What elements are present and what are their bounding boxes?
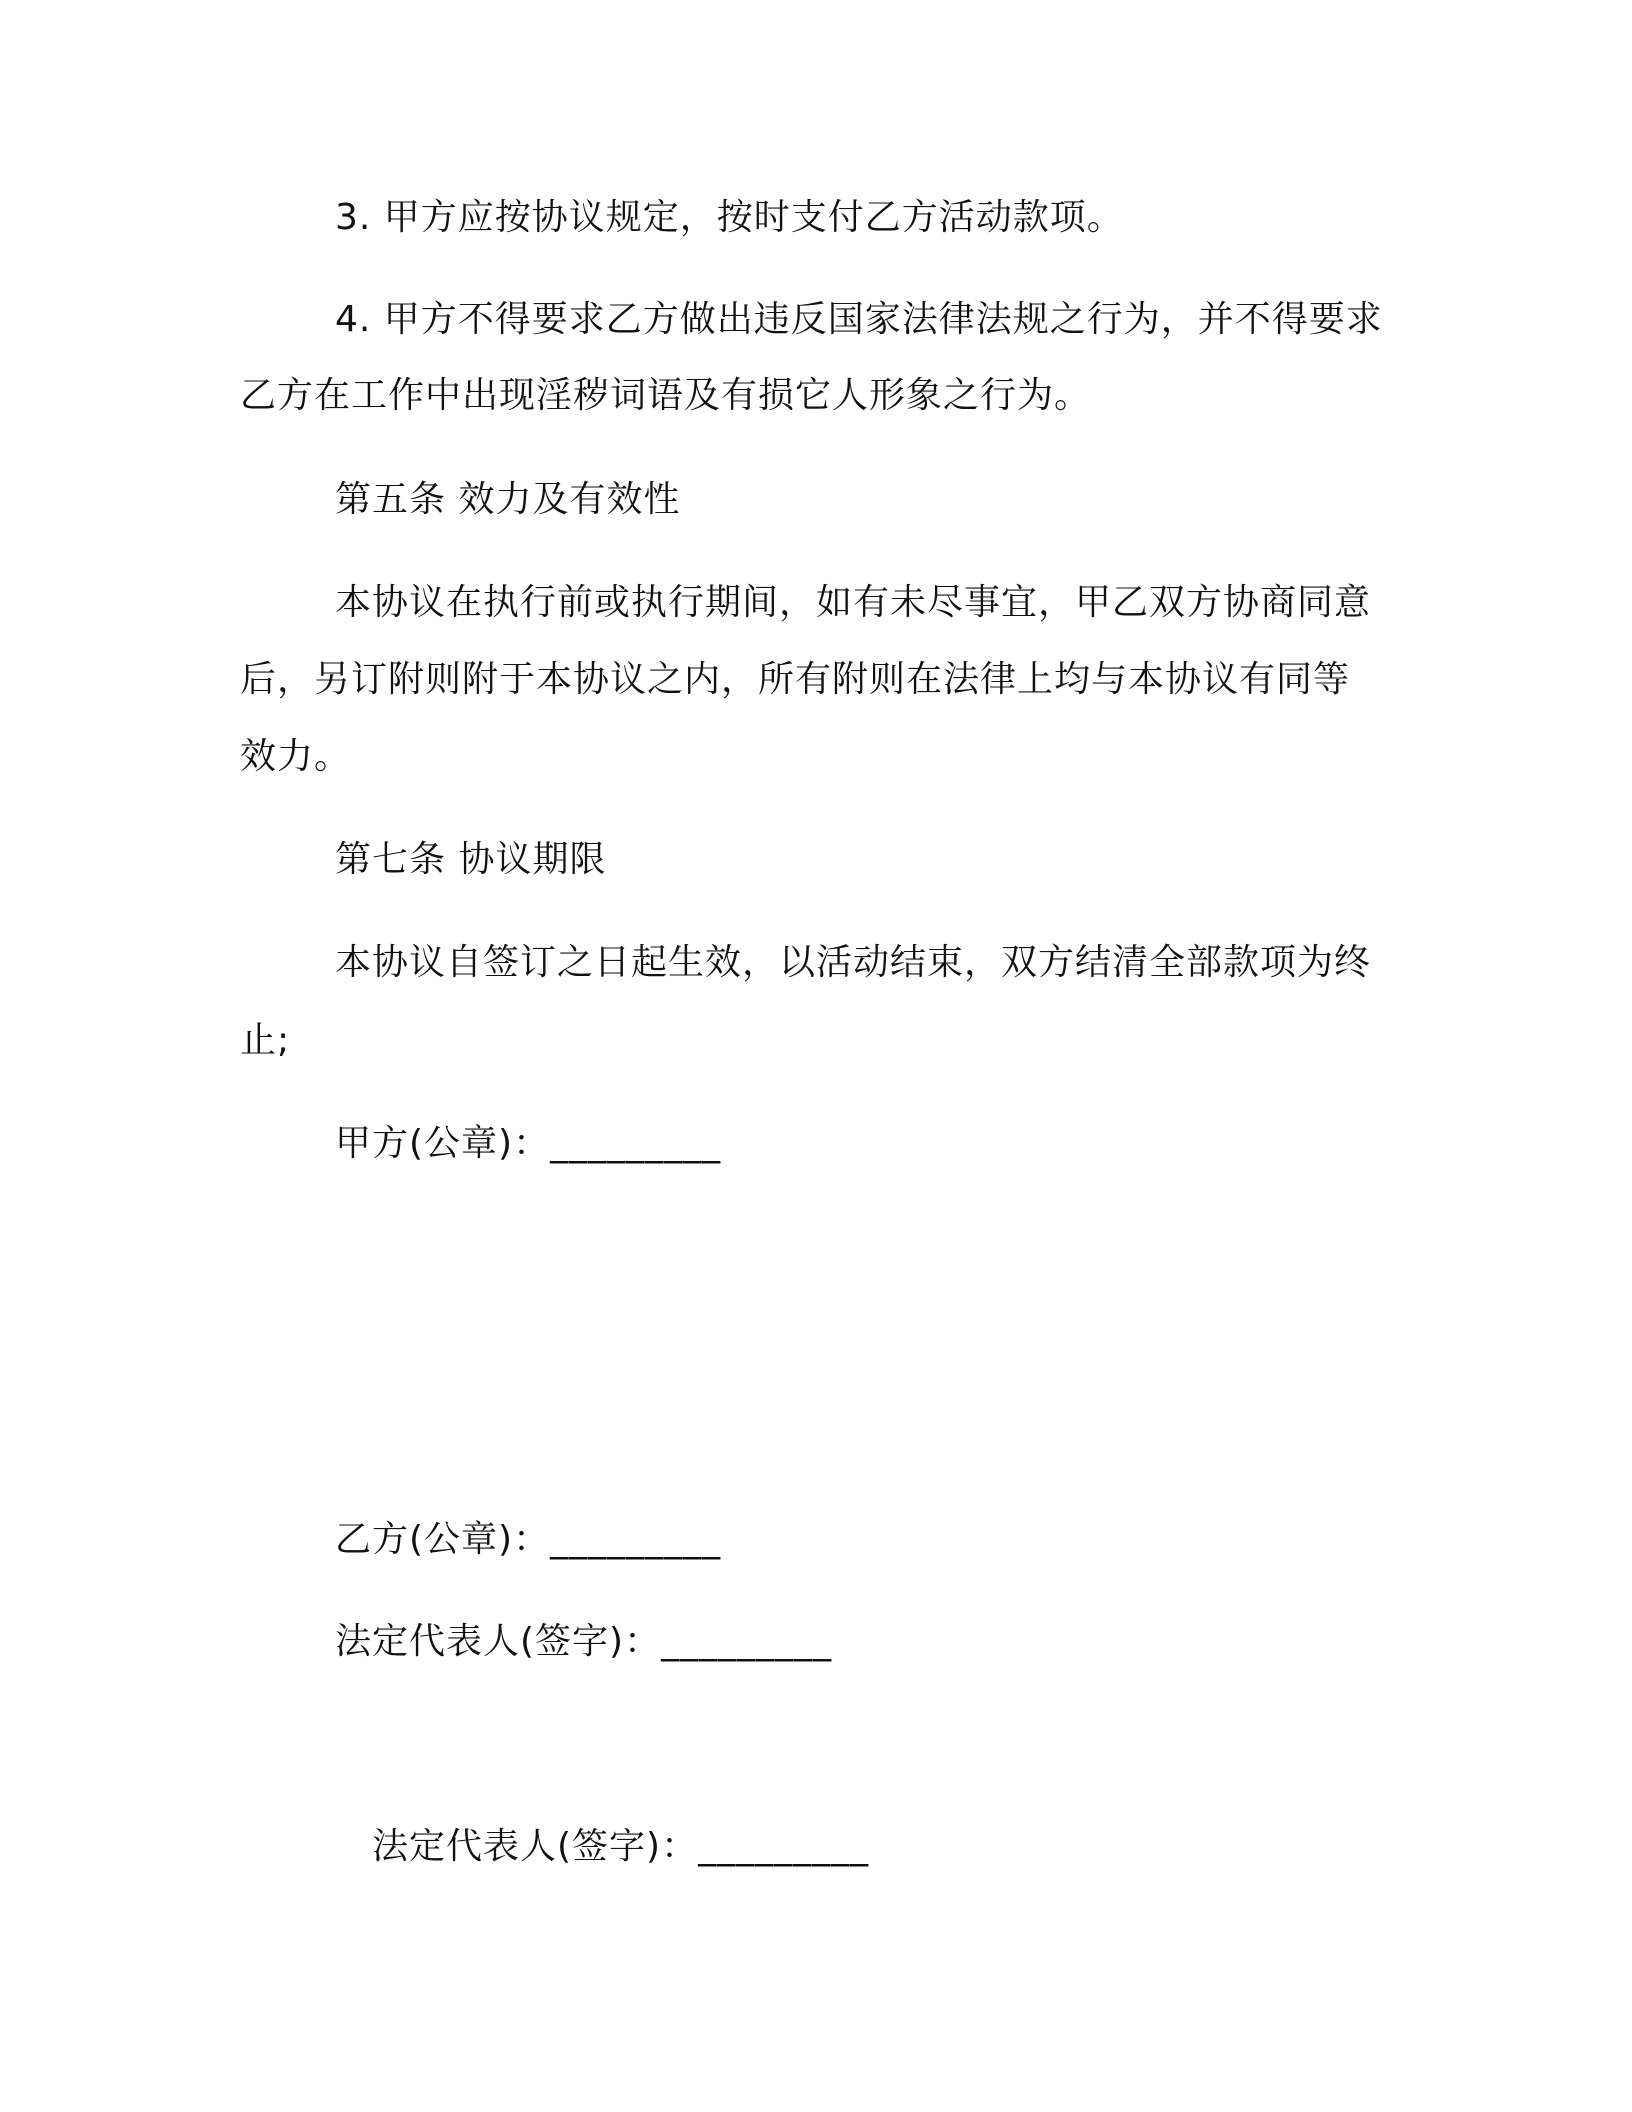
clause-item-4-line-2: 乙方在工作中出现淫秽词语及有损它人形象之行为。 bbox=[240, 375, 1092, 416]
clause-item-3: 3. 甲方应按协议规定，按时支付乙方活动款项。 bbox=[335, 197, 1124, 238]
article-5-line-1: 本协议在执行前或执行期间，如有未尽事宜，甲乙双方协商同意 bbox=[335, 582, 1372, 623]
article-5-line-2: 后，另订附则附于本协议之内，所有附则在法律上均与本协议有同等 bbox=[240, 659, 1351, 700]
article-5-heading: 第五条 效力及有效性 bbox=[335, 479, 681, 520]
article-7-heading: 第七条 协议期限 bbox=[335, 839, 607, 880]
article-7-line-2: 止; bbox=[240, 1020, 291, 1061]
party-b-seal-line: 乙方(公章)：_________ bbox=[335, 1519, 722, 1560]
clause-item-4-line-1: 4. 甲方不得要求乙方做出违反国家法律法规之行为，并不得要求 bbox=[335, 299, 1383, 340]
legal-representative-signature-line: 法定代表人(签字)：_________ bbox=[335, 1621, 833, 1662]
article-7-line-1: 本协议自签订之日起生效，以活动结束，双方结清全部款项为终 bbox=[335, 942, 1372, 983]
party-a-seal-line: 甲方(公章)：_________ bbox=[335, 1123, 722, 1164]
legal-representative-signature-line-2: 法定代表人(签字)：_________ bbox=[372, 1826, 870, 1867]
article-5-line-3: 效力。 bbox=[240, 736, 352, 777]
